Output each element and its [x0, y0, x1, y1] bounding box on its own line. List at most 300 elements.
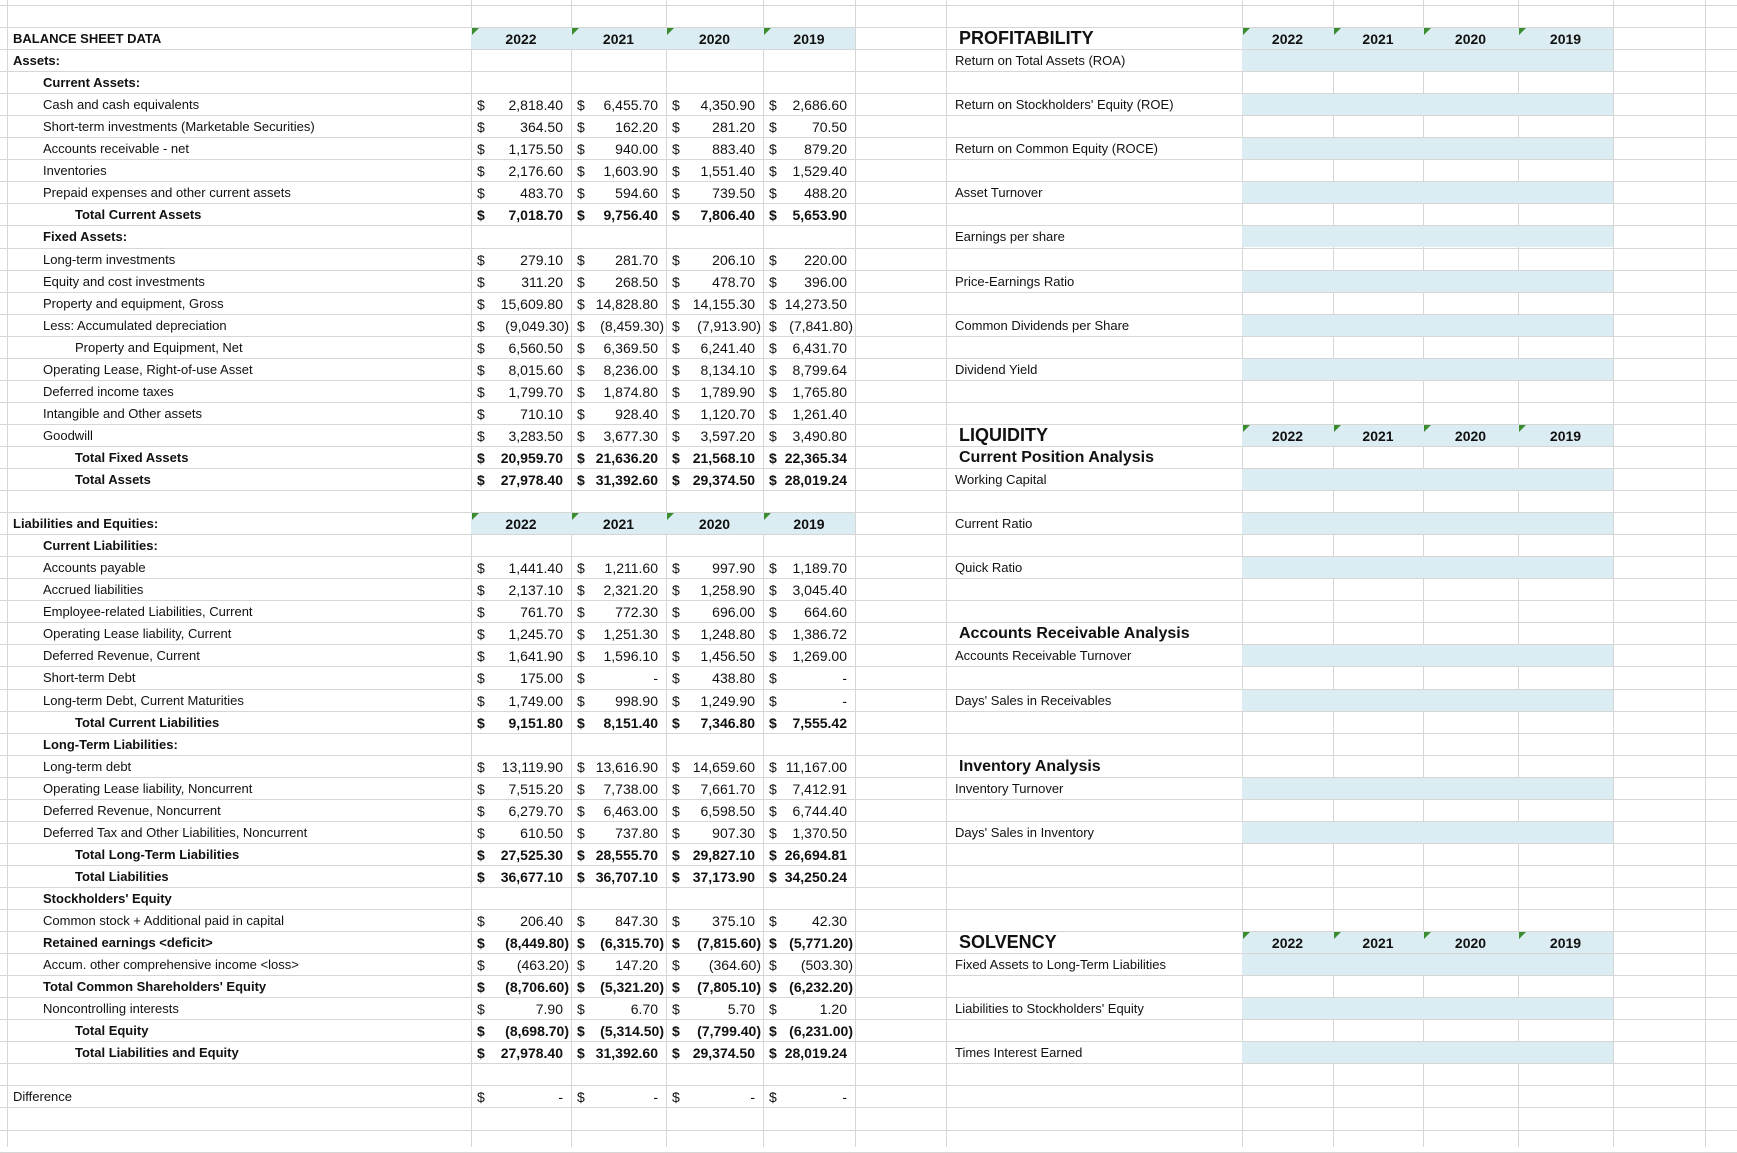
row-label: Deferred Revenue, Current: [43, 648, 200, 663]
grid-row-line: [0, 490, 1737, 491]
ratio-input-cells[interactable]: [1242, 822, 1613, 843]
currency-symbol: $: [672, 979, 680, 995]
ratio-section-0-year-0: 2022: [1271, 31, 1304, 47]
amount-cell[interactable]: 14,659.60: [692, 759, 755, 775]
ratio-input-cells[interactable]: [1242, 359, 1613, 380]
amount-cell[interactable]: 883.40: [712, 141, 755, 157]
currency-symbol: $: [672, 869, 680, 885]
currency-symbol: $: [672, 185, 680, 201]
currency-symbol: $: [672, 957, 680, 973]
amount-cell[interactable]: 206.40: [520, 913, 563, 929]
currency-symbol: $: [769, 296, 777, 312]
currency-symbol: $: [769, 97, 777, 113]
amount-cell[interactable]: (8,449.80): [505, 935, 569, 951]
currency-symbol: $: [477, 935, 485, 951]
currency-symbol: $: [769, 759, 777, 775]
grid-row-line: [0, 865, 1737, 866]
amount-cell[interactable]: (8,459.30): [600, 318, 664, 334]
currency-symbol: $: [672, 472, 680, 488]
row-label: Long-term Debt, Current Maturities: [43, 693, 244, 708]
ratio-label: Return on Total Assets (ROA): [955, 53, 1126, 68]
amount-cell[interactable]: 1,386.72: [792, 626, 847, 642]
amount-cell[interactable]: 664.60: [804, 604, 847, 620]
ratio-input-cells[interactable]: [1242, 1042, 1613, 1063]
currency-symbol: $: [477, 384, 485, 400]
amount-cell[interactable]: 206.10: [712, 252, 755, 268]
currency-symbol: $: [672, 428, 680, 444]
currency-symbol: $: [477, 318, 485, 334]
grid-row-line: [0, 446, 1737, 447]
amount-cell[interactable]: -: [842, 693, 847, 709]
amount-cell[interactable]: 22,365.34: [784, 450, 847, 466]
amount-cell[interactable]: 1,175.50: [508, 141, 563, 157]
amount-cell[interactable]: (7,841.80): [789, 318, 853, 334]
amount-cell[interactable]: 3,677.30: [603, 428, 658, 444]
row-label: Deferred Tax and Other Liabilities, Noncurrent: [43, 825, 308, 840]
ratio-label: Inventory Turnover: [955, 781, 1064, 796]
grid-row-line: [0, 843, 1737, 844]
amount-cell[interactable]: 29,374.50: [692, 1045, 755, 1061]
currency-symbol: $: [577, 626, 585, 642]
row-label: Prepaid expenses and other current assets: [43, 185, 291, 200]
grid-row-line: [0, 600, 1737, 601]
amount-cell[interactable]: 3,597.20: [700, 428, 755, 444]
amount-cell[interactable]: 364.50: [520, 119, 563, 135]
amount-cell[interactable]: 37,173.90: [692, 869, 755, 885]
amount-cell[interactable]: 7,412.91: [792, 781, 847, 797]
amount-cell[interactable]: 21,568.10: [692, 450, 755, 466]
amount-cell[interactable]: (5,771.20): [789, 935, 853, 951]
amount-cell[interactable]: 7,515.20: [508, 781, 563, 797]
currency-symbol: $: [577, 362, 585, 378]
amount-cell[interactable]: 998.90: [615, 693, 658, 709]
amount-cell[interactable]: 7,661.70: [700, 781, 755, 797]
amount-cell[interactable]: 8,799.64: [792, 362, 847, 378]
currency-symbol: $: [577, 1023, 585, 1039]
currency-symbol: $: [577, 825, 585, 841]
amount-cell[interactable]: 2,137.10: [508, 582, 563, 598]
ratio-input-cells[interactable]: [1242, 315, 1613, 336]
amount-cell[interactable]: 5,653.90: [792, 207, 847, 223]
amount-cell[interactable]: 594.60: [615, 185, 658, 201]
amount-cell[interactable]: 1,456.50: [700, 648, 755, 664]
currency-symbol: $: [577, 847, 585, 863]
currency-symbol: $: [769, 1089, 777, 1105]
amount-cell[interactable]: 6.70: [630, 1001, 658, 1017]
row-label: Common stock + Additional paid in capital: [43, 913, 284, 928]
ratio-section-0-year-3: 2019: [1549, 31, 1582, 47]
currency-symbol: $: [769, 1045, 777, 1061]
amount-cell[interactable]: 1.20: [819, 1001, 847, 1017]
amount-cell[interactable]: 8,015.60: [508, 362, 563, 378]
ratio-label: Accounts Receivable Turnover: [955, 648, 1132, 663]
amount-cell[interactable]: 879.20: [804, 141, 847, 157]
ratio-input-cells[interactable]: [1242, 645, 1613, 666]
currency-symbol: $: [577, 869, 585, 885]
ratio-section-1-year-3: 2019: [1549, 428, 1582, 444]
amount-cell[interactable]: 6,455.70: [603, 97, 658, 113]
row-label: Total Liabilities and Equity: [75, 1045, 239, 1060]
currency-symbol: $: [769, 693, 777, 709]
amount-cell[interactable]: 14,273.50: [784, 296, 847, 312]
currency-symbol: $: [577, 472, 585, 488]
currency-symbol: $: [672, 1045, 680, 1061]
ratio-section-1-year-2: 2020: [1454, 428, 1487, 444]
amount-cell[interactable]: 1,251.30: [603, 626, 658, 642]
amount-cell[interactable]: 29,827.10: [692, 847, 755, 863]
amount-cell[interactable]: 220.00: [804, 252, 847, 268]
amount-cell[interactable]: 1,596.10: [603, 648, 658, 664]
amount-cell[interactable]: 1,529.40: [792, 163, 847, 179]
amount-cell[interactable]: 26,694.81: [784, 847, 847, 863]
row-label: Operating Lease, Right-of-use Asset: [43, 362, 253, 377]
amount-cell[interactable]: 15,609.80: [500, 296, 563, 312]
amount-cell[interactable]: (7,913.90): [697, 318, 761, 334]
ratio-label: Earnings per share: [955, 229, 1065, 244]
amount-cell[interactable]: 483.70: [520, 185, 563, 201]
amount-cell[interactable]: (463.20): [516, 957, 569, 973]
currency-symbol: $: [577, 119, 585, 135]
amount-cell[interactable]: 1,211.60: [604, 560, 658, 576]
amount-cell[interactable]: 3,283.50: [508, 428, 563, 444]
currency-symbol: $: [769, 428, 777, 444]
ratio-input-cells[interactable]: [1242, 690, 1613, 711]
currency-symbol: $: [477, 979, 485, 995]
amount-cell[interactable]: 281.20: [712, 119, 755, 135]
ratio-input-cells[interactable]: [1242, 954, 1613, 975]
amount-cell[interactable]: 21,636.20: [595, 450, 658, 466]
row-label: Stockholders' Equity: [43, 891, 172, 906]
amount-cell[interactable]: 396.00: [804, 274, 847, 290]
amount-cell[interactable]: 1,799.70: [508, 384, 563, 400]
amount-cell[interactable]: 70.50: [811, 119, 847, 135]
ratio-label: Dividend Yield: [955, 362, 1038, 377]
amount-cell[interactable]: (9,049.30): [505, 318, 569, 334]
row-label: Current Assets:: [43, 75, 141, 90]
ratio-section-4-year-3: 2019: [1549, 935, 1582, 951]
amount-cell[interactable]: 42.30: [811, 913, 847, 929]
row-label: Total Common Shareholders' Equity: [43, 979, 267, 994]
ratio-input-cells[interactable]: [1242, 513, 1613, 534]
amount-cell[interactable]: (8,706.60): [505, 979, 569, 995]
amount-cell[interactable]: (5,314.50): [600, 1023, 664, 1039]
amount-cell[interactable]: (5,321.20): [600, 979, 664, 995]
amount-cell[interactable]: 6,431.70: [792, 340, 847, 356]
currency-symbol: $: [769, 715, 777, 731]
ratio-input-cells[interactable]: [1242, 271, 1613, 292]
currency-symbol: $: [577, 648, 585, 664]
row-label: Goodwill: [43, 428, 93, 443]
currency-symbol: $: [672, 252, 680, 268]
amount-cell[interactable]: 27,978.40: [500, 472, 563, 488]
row-label: Cash and cash equivalents: [43, 97, 200, 112]
amount-cell[interactable]: 2,321.20: [603, 582, 658, 598]
amount-cell[interactable]: 1,765.80: [792, 384, 847, 400]
amount-cell[interactable]: (503.30): [800, 957, 853, 973]
currency-symbol: $: [672, 384, 680, 400]
section-subtitle: Current Position Analysis: [959, 449, 1154, 466]
row-label: Long-Term Liabilities:: [43, 737, 178, 752]
currency-symbol: $: [477, 207, 485, 223]
currency-symbol: $: [672, 825, 680, 841]
currency-symbol: $: [477, 97, 485, 113]
row-label: Short-term investments (Marketable Securities): [43, 119, 315, 134]
amount-cell[interactable]: 1,120.70: [700, 406, 755, 422]
amount-cell[interactable]: 1,261.40: [792, 406, 847, 422]
ratio-input-cells[interactable]: [1242, 138, 1613, 159]
amount-cell[interactable]: 2,818.40: [508, 97, 563, 113]
currency-symbol: $: [769, 560, 777, 576]
grid-row-line: [0, 1019, 1737, 1020]
currency-symbol: $: [769, 274, 777, 290]
currency-symbol: $: [672, 406, 680, 422]
amount-cell[interactable]: 1,641.90: [508, 648, 563, 664]
amount-cell[interactable]: (6,231.00): [789, 1023, 853, 1039]
amount-cell[interactable]: 162.20: [615, 119, 658, 135]
amount-cell[interactable]: 1,249.90: [700, 693, 755, 709]
amount-cell[interactable]: 13,616.90: [595, 759, 658, 775]
amount-cell[interactable]: 36,677.10: [500, 869, 563, 885]
amount-cell[interactable]: -: [842, 670, 847, 686]
currency-symbol: $: [769, 340, 777, 356]
currency-symbol: $: [769, 825, 777, 841]
grid-row-line: [0, 975, 1737, 976]
amount-cell[interactable]: 311.20: [521, 274, 563, 290]
amount-cell[interactable]: -: [842, 1089, 847, 1105]
amount-cell[interactable]: 28,555.70: [595, 847, 658, 863]
amount-cell[interactable]: 3,045.40: [792, 582, 847, 598]
amount-cell[interactable]: 8,134.10: [700, 362, 755, 378]
currency-symbol: $: [477, 560, 485, 576]
amount-cell[interactable]: 438.80: [712, 670, 755, 686]
currency-symbol: $: [477, 119, 485, 135]
grid-row-line: [0, 1085, 1737, 1086]
grid-row-line: [0, 203, 1737, 204]
currency-symbol: $: [477, 296, 485, 312]
amount-cell[interactable]: (7,805.10): [697, 979, 761, 995]
currency-symbol: $: [477, 604, 485, 620]
amount-cell[interactable]: 739.50: [712, 185, 755, 201]
amount-cell[interactable]: 7.90: [535, 1001, 563, 1017]
amount-cell[interactable]: 375.10: [712, 913, 755, 929]
grid-row-line: [0, 1063, 1737, 1064]
amount-cell[interactable]: 488.20: [804, 185, 847, 201]
row-label: Deferred Revenue, Noncurrent: [43, 803, 221, 818]
amount-cell[interactable]: 147.20: [615, 957, 658, 973]
currency-symbol: $: [477, 274, 485, 290]
ratio-input-cells[interactable]: [1242, 182, 1613, 203]
amount-cell[interactable]: 4,350.90: [700, 97, 755, 113]
amount-cell[interactable]: 6,560.50: [508, 340, 563, 356]
ratio-input-cells[interactable]: [1242, 557, 1613, 578]
row-label: Equity and cost investments: [43, 274, 205, 289]
currency-symbol: $: [577, 274, 585, 290]
amount-cell[interactable]: 6,463.00: [603, 803, 658, 819]
amount-cell[interactable]: -: [653, 670, 658, 686]
amount-cell[interactable]: 737.80: [615, 825, 658, 841]
currency-symbol: $: [577, 913, 585, 929]
amount-cell[interactable]: 14,155.30: [692, 296, 755, 312]
ratio-label: Working Capital: [955, 472, 1047, 487]
amount-cell[interactable]: 1,269.00: [792, 648, 847, 664]
amount-cell[interactable]: 7,555.42: [792, 715, 847, 731]
currency-symbol: $: [672, 913, 680, 929]
amount-cell[interactable]: 1,874.80: [603, 384, 658, 400]
currency-symbol: $: [672, 582, 680, 598]
currency-symbol: $: [672, 693, 680, 709]
currency-symbol: $: [672, 648, 680, 664]
amount-cell[interactable]: 710.10: [520, 406, 563, 422]
currency-symbol: $: [769, 406, 777, 422]
amount-cell[interactable]: 2,176.60: [508, 163, 563, 179]
amount-cell[interactable]: 29,374.50: [692, 472, 755, 488]
liabilities-year-0: 2022: [505, 516, 537, 532]
amount-cell[interactable]: 696.00: [712, 604, 755, 620]
balance-sheet-year-1: 2021: [602, 31, 635, 47]
currency-symbol: $: [769, 163, 777, 179]
amount-cell[interactable]: 847.30: [615, 913, 658, 929]
amount-cell[interactable]: 5.70: [727, 1001, 755, 1017]
amount-cell[interactable]: 14,828.80: [595, 296, 658, 312]
amount-cell[interactable]: 8,151.40: [603, 715, 658, 731]
amount-cell[interactable]: 7,806.40: [700, 207, 755, 223]
currency-symbol: $: [672, 560, 680, 576]
ratio-label: Current Ratio: [955, 516, 1033, 531]
amount-cell[interactable]: 1,245.70: [508, 626, 563, 642]
amount-cell[interactable]: 1,551.40: [700, 163, 755, 179]
amount-cell[interactable]: 940.00: [615, 141, 658, 157]
row-label: Intangible and Other assets: [43, 406, 202, 421]
amount-cell[interactable]: 27,525.30: [500, 847, 563, 863]
amount-cell[interactable]: 175.00: [520, 670, 563, 686]
amount-cell[interactable]: 9,151.80: [508, 715, 563, 731]
row-label: Liabilities and Equities:: [13, 516, 159, 531]
amount-cell[interactable]: 1,789.90: [700, 384, 755, 400]
currency-symbol: $: [577, 384, 585, 400]
amount-cell[interactable]: 13,119.90: [501, 759, 563, 775]
amount-cell[interactable]: 610.50: [520, 825, 563, 841]
grid-row-line: [0, 1130, 1737, 1131]
amount-cell[interactable]: 36,707.10: [595, 869, 658, 885]
amount-cell[interactable]: 9,756.40: [603, 207, 658, 223]
ratio-input-cells[interactable]: [1242, 94, 1613, 115]
currency-symbol: $: [477, 957, 485, 973]
currency-symbol: $: [577, 450, 585, 466]
row-label: Property and equipment, Gross: [43, 296, 224, 311]
amount-cell[interactable]: 8,236.00: [603, 362, 658, 378]
amount-cell[interactable]: (8,698.70): [505, 1023, 569, 1039]
amount-cell[interactable]: 928.40: [615, 406, 658, 422]
ratio-input-cells[interactable]: [1242, 50, 1613, 71]
row-label: Total Liabilities: [75, 869, 169, 884]
ratio-section-0-year-1: 2021: [1362, 31, 1394, 47]
amount-cell[interactable]: 27,978.40: [500, 1045, 563, 1061]
ratio-input-cells[interactable]: [1242, 778, 1613, 799]
currency-symbol: $: [769, 935, 777, 951]
amount-cell[interactable]: (6,315.70): [600, 935, 664, 951]
row-label: Accounts receivable - net: [43, 141, 189, 156]
amount-cell[interactable]: 6,369.50: [603, 340, 658, 356]
currency-symbol: $: [577, 957, 585, 973]
currency-symbol: $: [672, 362, 680, 378]
ratio-section-4-year-0: 2022: [1271, 935, 1304, 951]
amount-cell[interactable]: 6,241.40: [700, 340, 755, 356]
amount-cell[interactable]: 6,744.40: [792, 803, 847, 819]
amount-cell[interactable]: 1,258.90: [700, 582, 755, 598]
amount-cell[interactable]: (364.60): [708, 957, 761, 973]
grid-row-line: [0, 292, 1737, 293]
amount-cell[interactable]: 31,392.60: [595, 472, 658, 488]
amount-cell[interactable]: 1,248.80: [700, 626, 755, 642]
amount-cell[interactable]: 1,441.40: [508, 560, 563, 576]
amount-cell[interactable]: -: [558, 1089, 563, 1105]
currency-symbol: $: [769, 626, 777, 642]
currency-symbol: $: [477, 340, 485, 356]
currency-symbol: $: [477, 715, 485, 731]
amount-cell[interactable]: 1,370.50: [792, 825, 847, 841]
currency-symbol: $: [577, 406, 585, 422]
amount-cell[interactable]: -: [653, 1089, 658, 1105]
amount-cell[interactable]: -: [750, 1089, 755, 1105]
amount-cell[interactable]: 2,686.60: [792, 97, 847, 113]
currency-symbol: $: [477, 847, 485, 863]
amount-cell[interactable]: 6,598.50: [700, 803, 755, 819]
amount-cell[interactable]: 1,603.90: [603, 163, 658, 179]
liabilities-year-3: 2019: [793, 516, 825, 532]
amount-cell[interactable]: (7,799.40): [697, 1023, 761, 1039]
currency-symbol: $: [769, 847, 777, 863]
ratio-label: Times Interest Earned: [955, 1045, 1083, 1060]
amount-cell[interactable]: (7,815.60): [697, 935, 761, 951]
currency-symbol: $: [577, 1001, 585, 1017]
amount-cell[interactable]: 34,250.24: [784, 869, 847, 885]
currency-symbol: $: [577, 340, 585, 356]
section-title-3: Inventory Analysis: [959, 758, 1101, 775]
ratio-label: Days' Sales in Inventory: [955, 825, 1095, 840]
amount-cell[interactable]: (6,232.20): [789, 979, 853, 995]
amount-cell[interactable]: 997.90: [712, 560, 755, 576]
amount-cell[interactable]: 7,346.80: [700, 715, 755, 731]
section-title-1: LIQUIDITY: [959, 425, 1048, 445]
currency-symbol: $: [477, 1023, 485, 1039]
amount-cell[interactable]: 31,392.60: [595, 1045, 658, 1061]
grid-row-line: [0, 799, 1737, 800]
ratio-input-cells[interactable]: [1242, 469, 1613, 490]
amount-cell[interactable]: 6,279.70: [508, 803, 563, 819]
amount-cell[interactable]: 761.70: [520, 604, 563, 620]
amount-cell[interactable]: 7,018.70: [508, 207, 563, 223]
currency-symbol: $: [769, 957, 777, 973]
amount-cell[interactable]: 772.30: [615, 604, 658, 620]
amount-cell[interactable]: 1,749.00: [508, 693, 563, 709]
amount-cell[interactable]: 279.10: [520, 252, 563, 268]
amount-cell[interactable]: 3,490.80: [792, 428, 847, 444]
amount-cell[interactable]: 907.30: [712, 825, 755, 841]
ratio-input-cells[interactable]: [1242, 226, 1613, 247]
amount-cell[interactable]: 28,019.24: [784, 1045, 847, 1061]
amount-cell[interactable]: 7,738.00: [603, 781, 658, 797]
amount-cell[interactable]: 478.70: [712, 274, 755, 290]
amount-cell[interactable]: 268.50: [615, 274, 658, 290]
amount-cell[interactable]: 28,019.24: [784, 472, 847, 488]
amount-cell[interactable]: 281.70: [615, 252, 658, 268]
amount-cell[interactable]: 11,167.00: [785, 759, 847, 775]
amount-cell[interactable]: 1,189.70: [792, 560, 847, 576]
amount-cell[interactable]: 20,959.70: [500, 450, 563, 466]
currency-symbol: $: [672, 1001, 680, 1017]
ratio-input-cells[interactable]: [1242, 998, 1613, 1019]
ratio-section-1-year-1: 2021: [1362, 428, 1394, 444]
